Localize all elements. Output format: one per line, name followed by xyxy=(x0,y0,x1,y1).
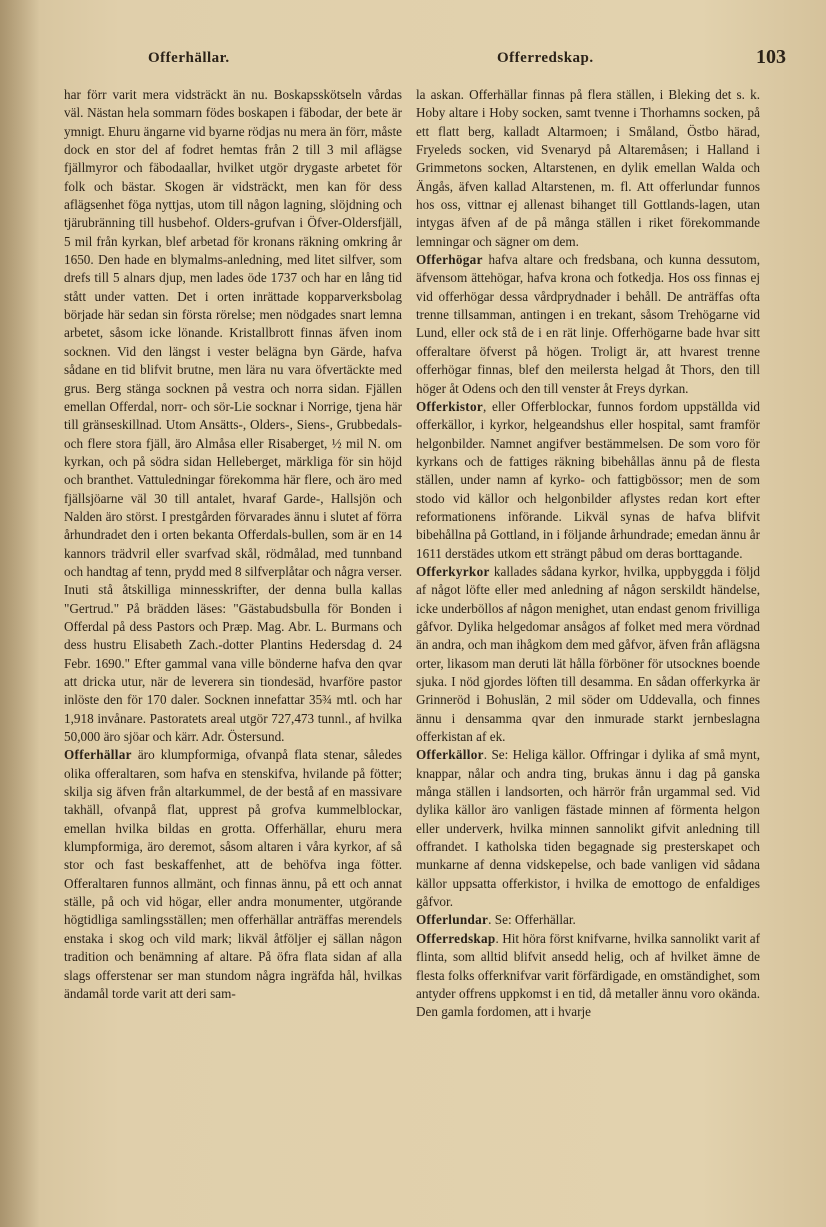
dictionary-entry xyxy=(416,930,760,1022)
text-columns xyxy=(64,86,796,1227)
entry-text: har förr varit mera vidsträckt än nu. Boskapsskötseln vårdas väl. Nästan hela sommarn födes boskapen i fäbodar, der bete är ymnigt. Ehuru ängarne vid byarne rödjas nu mera än förr, måste dock en stor del af fodret hemtas från 2 till 3 mil aflägse fjällmyror och fäbodaallar, hvilket utgör drygaste arbetet för folk och bästar. Skogen är vidsträckt, men kan för dess aflägsenhet föga nyttjas, utom till någon lagning, slöjdning och tjärubränning till husbehof. Olders-grufvan i Öfver-Oldersfjäll, 5 mil från kyrkan, blef arbetad för kronans räkning omkring år 1650. Den hade en blymalms-anledning, med litet silfver, som drefs till 5 alnars djup, men lades öde 1737 och har en lång tid stått under vatten. Det i orten inrättade kopparverksbolag började här sedan sin första rörelse; men nödgades snart lemna arbetet, såsom icke lönande. Kristallbrott finnas äfven inom socknen. Vid den längst i vester belägna byn Gärde, hafva sådane en tid blifvit brutne, men lära nu vara öfvertäckte med grus. Berg stänga socknen på vestra och norra sidan. Fjällen emellan Offerdal, norr- och sör-Lie socknar i Norrige, tjena här till gränseskillnad. Utom Ansätts-, Olders-, Siens-, Grubbedals- och flere stora fjäll, äro Almåsa eller Risaberget, ½ mil N. om kyrkan, och på södra sidan Helleberget, märkliga för sin höjd och branthet. Vattuledningar förekomma här flere, och äro med fjällsjöarne väl 30 till antalet, hvaraf Garde-, Hallsjön och Nalden äro störst. I prestgården förvarades ännu i slutet af förra århundradet den i orten bekanta Offerdals-bullen, som är en 14 kannors trädvril eller svarfvad skål, rödmålad, med tunnband och handtag af tenn, prydd med 8 silfverplåtar och några verser. Inuti stå åtskilliga minnesskrifter, der denna bulla kallas "Gertrud." På brädden läses: "Gästabudsbulla för Bonden i Offerdal på dess Pastors och Præp. Mag. Abr. L. Burmans och dess hustru Elisabeth Zach.-dotter Plantins Hedersdag d. 24 Febr. 1690." Efter gammal vana ville bönderne hafva den qvar att dricka utur, när de leverera sin tiondesäd, hvarföre pastor inlöste den för 170 daler. Socknen innefattar 35¾ mtl. och har 1,918 invånare. Pastoratets areal utgör 727,473 tunnl., af hvilka 50,000 äro sjöar och kärr. Adr. Östersund. xyxy=(64,87,402,745)
text-paragraph xyxy=(64,86,402,746)
dictionary-entry xyxy=(416,746,760,911)
running-head-center: Offerredskap. xyxy=(497,50,594,66)
entry-headword: Offerlundar xyxy=(416,912,489,928)
page-number: 103 xyxy=(756,46,786,68)
dictionary-entry xyxy=(416,251,760,398)
right-column xyxy=(416,86,760,1022)
entry-text: . Se: Offerhällar. xyxy=(488,912,576,928)
dictionary-entry xyxy=(416,911,760,929)
entry-headword: Offerhögar xyxy=(416,252,483,268)
running-head-left: Offerhällar. xyxy=(148,50,230,66)
entry-text: kallades sådana kyrkor, hvilka, uppbyggda i följd af något löfte eller med anledning af någon serskildt händelse, icke underböllos af någon menighet, utan endast genom frivilliga gåfvor. Dylika helgedomar ansågos af folket med mera vördnad än andra, och man ihågkom dem med gåfvor, äfven från aflägsna orter, likasom man deruti lät hålla förböner för utsocknes boende sjuka. I nöd gjordes löften till desamma. En sådan offerkyrka är Grinneröd i Bohuslän, 2 mil söder om Uddevalla, och finnes ännu i densamma qvar den inmurade starkt jernbeslagna offerkistan af ek. xyxy=(416,563,760,745)
entry-text: . Se: Heliga källor. Offringar i dylika af små mynt, knappar, nålar och andra ting, brukas ännu i dag på ganska många ställen i landsorten, och härrör från urgammal sed. Vid dylika källor äro vanligen fästade minnen af förmenta helgon eller underverk, hvilka minnen sannolikt gifvit anledning till offrandet. I katholska tiden begagnade sig presterskapet och munkarne af denna vidskepelse, och bade vanligen vid sådana källor uppsatta offerkistor, i hvilka de emottogo de enfaldiges gåfvor. xyxy=(416,747,760,910)
entry-headword: Offerredskap xyxy=(416,930,496,946)
entry-text: hafva altare och fredsbana, och kunna dessutom, äfvensom ättehögar, hafva krona och fotkedja. Hos oss finnas ej vid offerhögar dessa vårdprydnader i behåll. De anträffas ofta trenne tillsamman, antingen i en trekant, såsom Trehögarne vid Lund, eller ock stå de i en rät linje. Offerhögarne bade hvar sitt offeraltare öfverst på högen. Troligt är, att hvarest trenne offerhögar finnas, blef den meilersta helgad åt Thors, den till höger åt Odens och den till venster åt Freys dyrkan. xyxy=(416,252,760,396)
entry-headword: Offerhällar xyxy=(64,747,132,763)
dictionary-entry xyxy=(64,746,402,1003)
dictionary-entry xyxy=(416,563,760,746)
entry-text: . Hit höra först knifvarne, hvilka sannolikt varit af flinta, som alltid blifvit ansedd helig, och af hvilket ämne de flesta folks offerknifvar varit förfärdigade, en omständighet, som antyder offrens uppkomst i en tid, då metaller ännu voro okända. Den gamla fordomen, att i hvarje xyxy=(416,930,760,1020)
dictionary-entry xyxy=(416,398,760,563)
text-paragraph xyxy=(416,86,760,251)
left-column xyxy=(64,86,402,1003)
entry-headword: Offerkyrkor xyxy=(416,563,490,579)
entry-headword: Offerkällor xyxy=(416,747,484,763)
entry-text: äro klumpformiga, ofvanpå flata stenar, således olika offeraltaren, som hafva en stenskifva, hvilande på fötter; skilja sig äfven från altarkummel, de der bestå af en massivare takhäll, ofvanpå flat, upprest på grofva kummelblockar, emellan hvilka bildas en grotta. Offerhällar, ehuru mera klumpformiga, äro deremot, såsom altaren i våra kyrkor, af så stor och fast beskaffenhet, att de behöfva inga fötter. Offeraltaren funnos allmänt, och finnas ännu, på ett och annat ställe, på och vid högar, eller andra monumenter, utgörande högtidliga samlingsställen; men offerhällar anträffas merendels enstaka i skog och vild mark; likväl åtföljer ej sällan någon tradition och benämning af altare. På öfra flata sidan af alla slags offerstenar ser man stundom några ingräfda hål, hvilkas ändamål torde varit att deri sam- xyxy=(64,747,402,1001)
binding-shadow xyxy=(0,0,40,1227)
entry-headword: Offerkistor xyxy=(416,398,484,414)
entry-text: la askan. Offerhällar finnas på flera ställen, i Bleking det s. k. Hoby altare i Hoby socken, samt tvenne i Thorhamns socken, på ett flatt berg, kalladt Altarmoen; i Småland, Östbo härad, Fryeleds socken, vid Svenaryd på Altaremåsen; i Halland i Grimmetons socken, Altarstenen, en dylik emellan Walda och Ängås, äfven kallad Altarstenen, m. fl. Att offerlundar funnos hos oss, vittnar ej allenast bihanget till Gottlands-lagen, utan intygas äfven af de på många ställen i riket förekommande lemningar och sägner om dem. xyxy=(416,87,760,249)
page-header xyxy=(64,46,796,80)
entry-text: , eller Offerblockar, funnos fordom uppställda vid offerkällor, i kyrkor, helgeandshus eller hospital, samt framför helgonbilder. Namnet angifver bestämmelsen. De som voro för kyrkans och de fattiges räkning bibehållas ännu på de flesta ställen, under namn af kyrko- och fattigbössor; men de som stodo vid källor och helgonbilder aflystes redan kort efter reformationens införande. Likväl synas de hafva blifvit bibehållna på Gottland, in i följande århundrade; emedan ännu år 1611 derstädes utkom ett strängt påbud om deras borttagande. xyxy=(416,398,760,561)
